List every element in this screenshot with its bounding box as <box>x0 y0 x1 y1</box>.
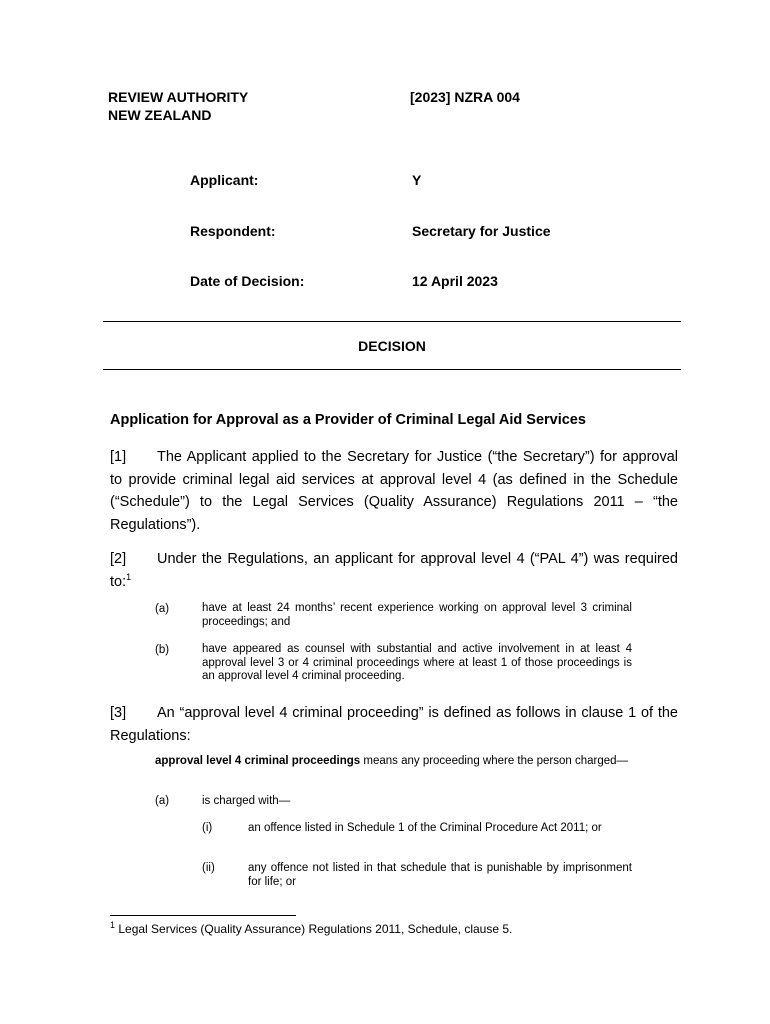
citation: [2023] NZRA 004 <box>410 89 520 105</box>
definition-text: means any proceeding where the person charged— <box>360 755 629 767</box>
paragraph-number: [3] <box>110 705 127 721</box>
requirement-label-b: (b) <box>155 644 170 656</box>
date-label: Date of Decision: <box>190 273 305 289</box>
top-divider <box>103 321 681 322</box>
paragraph-number: [2] <box>110 551 127 567</box>
paragraph-number: [1] <box>110 449 127 465</box>
authority-name <box>108 88 248 124</box>
requirement-text-b: have appeared as counsel with substantial and active involvement in at least 4 approval level 3 or 4 criminal proceedings where at least 1 of those proceedings is an approval level 4 criminal proceeding. <box>202 643 632 682</box>
respondent-value: Secretary for Justice <box>412 223 551 239</box>
footnote-divider <box>110 915 296 916</box>
defined-term: approval level 4 criminal proceedings <box>155 755 361 767</box>
footnote-text: Legal Services (Quality Assurance) Regulations 2011, Schedule, clause 5. <box>118 922 513 936</box>
subitem-text-ii: any offence not listed in that schedule that is punishable by imprisonment for life; or <box>248 862 632 888</box>
subitem-label-ii: (ii) <box>202 862 215 874</box>
definition-lead <box>155 755 632 769</box>
definition-item-text-a: is charged with— <box>202 795 291 807</box>
paragraph-text: The Applicant applied to the Secretary for Justice (“the Secretary”) for approval to provide criminal legal aid services at approval level 4 (as defined in the Schedule (“Schedule”) to the Legal Services (Quality Assurance) Regulations 2011 – “the Regulations”). <box>110 449 678 533</box>
footnote-number: 1 <box>110 920 116 930</box>
footnote <box>110 922 512 936</box>
paragraph-2 <box>110 548 678 593</box>
authority-line-1: REVIEW AUTHORITY <box>108 89 249 105</box>
requirement-label-a: (a) <box>155 603 170 615</box>
subitem-text-i: an offence listed in Schedule 1 of the Criminal Procedure Act 2011; or <box>248 822 602 834</box>
paragraph-1 <box>110 446 678 536</box>
bottom-divider <box>103 369 681 370</box>
paragraph-text: An “approval level 4 criminal proceeding” is defined as follows in clause 1 of the Regulations: <box>110 705 678 744</box>
paragraph-3 <box>110 702 678 747</box>
respondent-label: Respondent: <box>190 223 276 239</box>
authority-line-2: NEW ZEALAND <box>108 107 212 123</box>
applicant-label: Applicant: <box>190 172 259 188</box>
applicant-value: Y <box>412 172 422 188</box>
definition-item-label-a: (a) <box>155 795 170 807</box>
subitem-label-i: (i) <box>202 822 213 834</box>
date-value: 12 April 2023 <box>412 273 498 289</box>
paragraph-text: Under the Regulations, an applicant for approval level 4 (“PAL 4”) was required to: <box>110 551 678 590</box>
section-heading: Application for Approval as a Provider of Criminal Legal Aid Services <box>110 412 586 428</box>
decision-title: DECISION <box>358 338 426 354</box>
requirement-text-a: have at least 24 months’ recent experience working on approval level 3 criminal proceedings; and <box>202 602 632 628</box>
footnote-reference: 1 <box>126 571 132 582</box>
